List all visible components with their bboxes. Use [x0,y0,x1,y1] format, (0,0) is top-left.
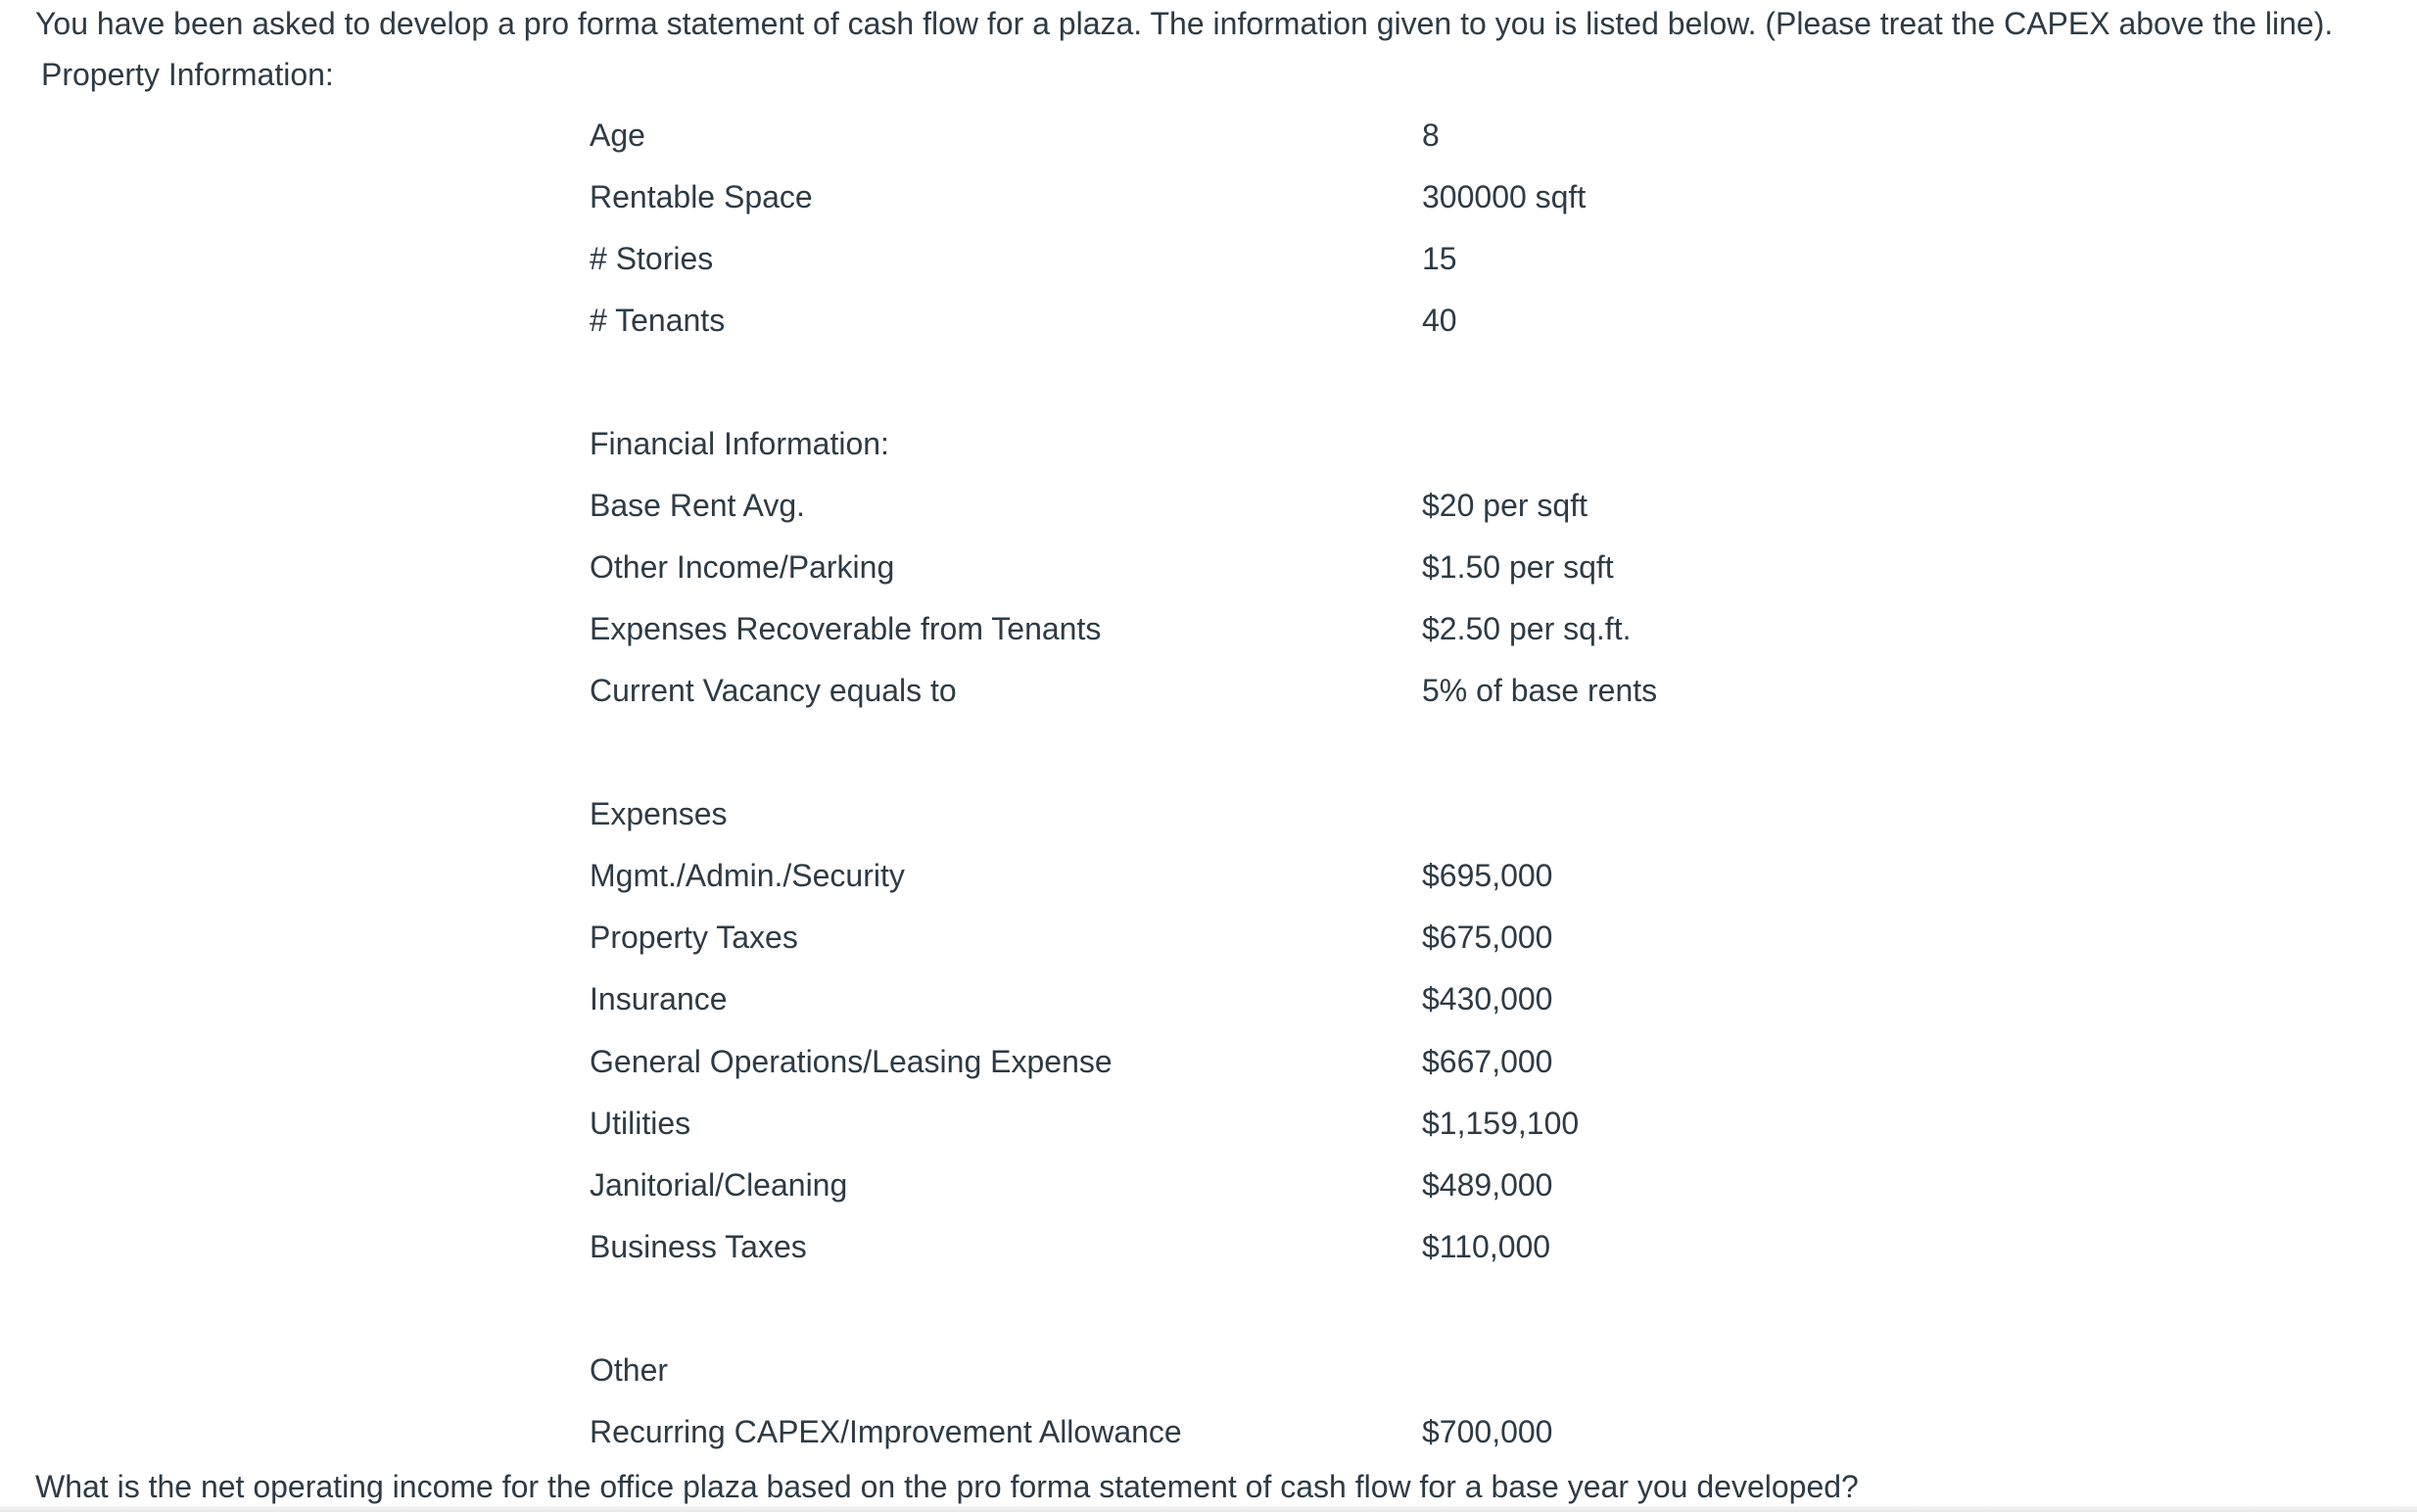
question-text: What is the net operating income for the office plaza based on the pro forma statement of cash flow for a base year you developed? [35,1469,1859,1504]
financial-row-other-income [0,547,2417,587]
property-row-rentable-space [0,177,2417,216]
expense-row-general-operations [0,1042,2417,1081]
other-heading: Other [590,1352,669,1388]
row-value: $667,000 [1422,1044,1553,1079]
row-label: Insurance [590,981,728,1016]
expense-row-janitorial [0,1165,2417,1205]
row-value: $20 per sqft [1422,488,1588,523]
expense-row-utilities [0,1104,2417,1143]
row-value: 300000 sqft [1422,179,1587,214]
row-label: General Operations/Leasing Expense [590,1044,1113,1079]
expense-row-business-taxes [0,1227,2417,1266]
row-value: $1.50 per sqft [1422,549,1614,585]
row-label: # Tenants [590,303,726,338]
row-value: $2.50 per sq.ft. [1422,611,1632,646]
property-row-stories [0,239,2417,278]
other-row-capex [0,1412,2417,1451]
row-value: $695,000 [1422,858,1553,893]
row-value: 5% of base rents [1422,673,1658,708]
property-row-age [0,116,2417,155]
row-label: Base Rent Avg. [590,488,805,523]
row-value: $1,159,100 [1422,1106,1580,1141]
row-label: Property Taxes [590,920,798,955]
financial-row-vacancy [0,671,2417,710]
row-label: Recurring CAPEX/Improvement Allowance [590,1414,1182,1449]
property-heading: Property Information: [41,57,334,92]
row-label: Utilities [590,1106,691,1141]
row-value: 15 [1422,241,1457,276]
row-label: Business Taxes [590,1229,807,1264]
row-label: Janitorial/Cleaning [590,1167,848,1203]
expense-row-property-taxes [0,918,2417,957]
bottom-divider [0,1506,2417,1512]
other-heading-row [0,1350,2417,1390]
row-value: $675,000 [1422,920,1553,955]
expenses-heading-row [0,794,2417,833]
expenses-heading: Expenses [590,796,728,831]
row-value: 8 [1422,118,1440,153]
row-value: 40 [1422,303,1457,338]
financial-heading-row [0,424,2417,463]
financial-heading: Financial Information: [590,426,889,461]
row-value: $110,000 [1422,1229,1551,1264]
row-label: # Stories [590,241,714,276]
row-label: Other Income/Parking [590,549,895,585]
property-row-tenants [0,301,2417,340]
row-label: Expenses Recoverable from Tenants [590,611,1102,646]
expense-row-mgmt [0,856,2417,895]
row-label: Current Vacancy equals to [590,673,957,708]
row-label: Age [590,118,645,153]
row-label: Rentable Space [590,179,813,214]
expense-row-insurance [0,979,2417,1018]
financial-row-base-rent [0,486,2417,525]
row-value: $700,000 [1422,1414,1553,1449]
financial-row-recoverable-expenses [0,609,2417,648]
row-value: $430,000 [1422,981,1553,1016]
intro-text: You have been asked to develop a pro forma statement of cash flow for a plaza. The information given to you is listed below. (Please treat the CAPEX above the line). [35,6,2334,41]
row-value: $489,000 [1422,1167,1553,1203]
row-label: Mgmt./Admin./Security [590,858,905,893]
